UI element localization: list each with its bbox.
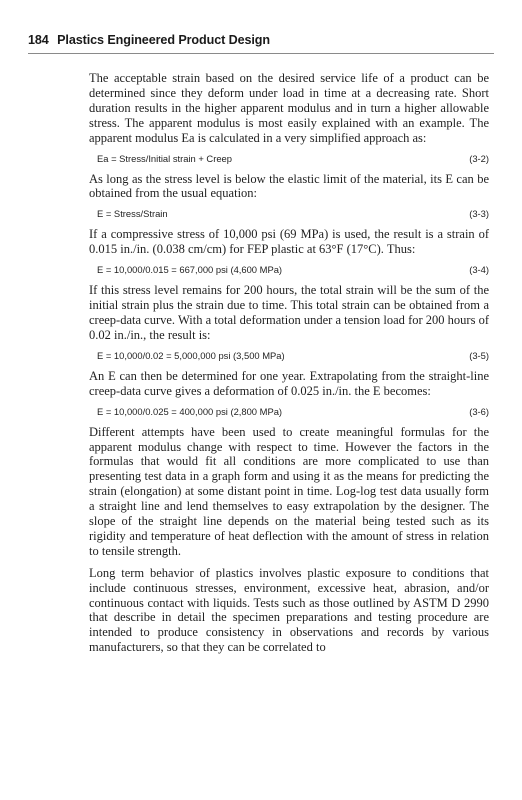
paragraph: The acceptable strain based on the desired service life of a product can be determined since they deform under load in time at a decreasing rate. Short duration results in the higher apparent modulus and in turn a higher allowable stress. The apparent modulus is most easily explained with an example. The apparent modulus Ea is calculated in a very simplified approach as: (89, 71, 489, 145)
paragraph: As long as the stress level is below the elastic limit of the material, its E can be obtained from the usual equation: (89, 171, 489, 201)
equation-number: (3-6) (469, 405, 489, 417)
paragraph: An E can then be determined for one year. Extrapolating from the straight-line creep-data curve gives a deformation of 0.025 in./in. the E becomes: (89, 368, 489, 398)
equation-text: Ea = Stress/Initial strain + Creep (97, 152, 232, 164)
paragraph: If a compressive stress of 10,000 psi (69 MPa) is used, the result is a strain of 0.015 in./in. (0.038 cm/cm) for FEP plastic at 63°F (17°C). Thus: (89, 227, 489, 257)
equation-number: (3-4) (469, 264, 489, 276)
header-rule (28, 53, 494, 54)
book-title: Plastics Engineered Product Design (57, 33, 270, 47)
equation-text: E = 10,000/0.015 = 667,000 psi (4,600 MPa) (97, 264, 283, 276)
equation-text: E = 10,000/0.025 = 400,000 psi (2,800 MPa) (97, 405, 283, 417)
equation-number: (3-5) (469, 349, 489, 361)
equation (89, 153, 489, 165)
equation-text: E = Stress/Strain (97, 208, 168, 220)
page-number: 184 (28, 33, 49, 47)
body-text (89, 71, 489, 662)
paragraph: Long term behavior of plastics involves plastic exposure to conditions that include continuous stresses, environment, excessive heat, abrasion, and/or continuous contact with liquids. Tests such as those outlined by ASTM D 2990 that describe in detail the specimen preparations and testing procedure are intended to produce consistency in observations and records by various manufacturers, so that they can be correlated to (89, 565, 489, 655)
running-header (28, 33, 494, 47)
equation-text: E = 10,000/0.02 = 5,000,000 psi (3,500 MPa) (97, 349, 285, 361)
equation-number: (3-2) (469, 152, 489, 164)
equation (89, 350, 489, 362)
equation (89, 208, 489, 220)
equation (89, 264, 489, 276)
paragraph: If this stress level remains for 200 hours, the total strain will be the sum of the initial strain plus the strain due to time. This total strain can be obtained from a creep-data curve. With a total deformation under a tension load for 200 hours of 0.02 in./in., the result is: (89, 283, 489, 342)
equation-number: (3-3) (469, 208, 489, 220)
paragraph: Different attempts have been used to create meaningful formulas for the apparent modulus change with respect to time. However the factors in the formulas that would fit all conditions are more complicated to use than presenting test data in a graph form and using it as the means for predicting the strain (elongation) at some distant point in time. Log-log test data usually form a straight line and lend themselves to easy extrapolation by the designer. The slope of the straight line depends on the material being tested such as its rigidity and temperature of heat deflection with the amount of stress in relation to tensile strength. (89, 424, 489, 558)
equation (89, 406, 489, 418)
